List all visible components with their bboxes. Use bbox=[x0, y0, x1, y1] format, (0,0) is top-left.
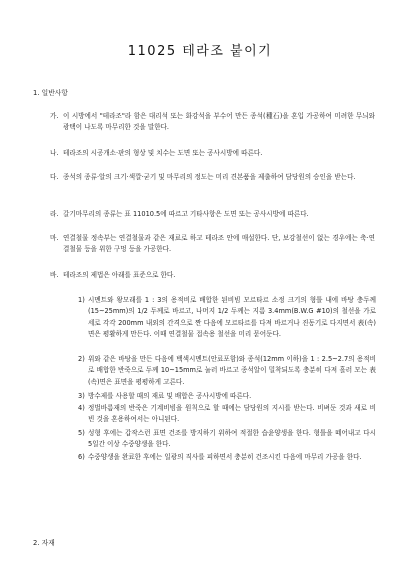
subitem-number: 3) bbox=[78, 392, 85, 400]
paragraph-ba bbox=[50, 270, 375, 281]
section-label: 일반사항 bbox=[41, 89, 68, 97]
paragraph-ga bbox=[50, 111, 375, 134]
paragraph-number: 다. bbox=[50, 173, 59, 181]
section-number: 2. bbox=[33, 539, 40, 547]
paragraph-text: 연결철물 정속부는 연결철물과 같은 재료로 하고 테라조 안에 매설한다. 단, 보강철선이 없는 경우에는 축·연결철물 등을 위한 구멍 등을 가공한다. bbox=[63, 234, 375, 254]
paragraph-text: 갈기마무리의 종류는 표 11010.5에 따르고 기타사항은 도면 또는 공사시방에 따른다. bbox=[63, 210, 309, 218]
paragraph-na bbox=[50, 148, 375, 159]
subitem-4 bbox=[78, 403, 376, 426]
subitem-number: 5) bbox=[78, 429, 85, 437]
paragraph-ma bbox=[50, 233, 375, 256]
section-heading-materials bbox=[33, 538, 55, 549]
subitem-2 bbox=[78, 354, 376, 388]
subitem-number: 2) bbox=[78, 355, 85, 363]
subitem-6 bbox=[78, 452, 376, 463]
paragraph-number: 나. bbox=[50, 149, 59, 157]
paragraph-number: 가. bbox=[50, 112, 59, 120]
subitem-number: 6) bbox=[78, 453, 85, 461]
paragraph-text: 테라조의 시공개소·판의 형상 및 치수는 도면 또는 공사시방에 따른다. bbox=[63, 149, 263, 157]
paragraph-ra bbox=[50, 209, 375, 220]
subitem-number: 1) bbox=[78, 296, 85, 304]
paragraph-da bbox=[50, 172, 375, 183]
section-number: 1. bbox=[33, 89, 40, 97]
paragraph-text: 종석의 종류·알의 크기·색깔·굳기 및 마무리의 정도는 미리 견본품을 제출하여 담당원의 승인을 받는다. bbox=[63, 173, 356, 181]
subitem-1 bbox=[78, 295, 376, 341]
section-label: 자재 bbox=[41, 539, 55, 547]
subitem-text: 방수제를 사용할 때의 재료 및 배합은 공사시방에 따른다. bbox=[88, 392, 252, 400]
subitem-text: 수중양생을 완료한 후에는 일광의 직사를 피하면서 충분히 건조시킨 다음에 마무리 가공을 한다. bbox=[88, 453, 362, 461]
paragraph-number: 마. bbox=[50, 234, 59, 242]
paragraph-number: 바. bbox=[50, 271, 59, 279]
subitem-text: 위와 같은 바탕을 만든 다음에 백색시멘트(안료포함)와 종석(12mm 이하)을 1 : 2.5~2.7의 용적비로 배합한 반죽으로 두께 10~15mm로 눌러 바르고 종석알이 밀착되도록 충분히 다져 흘러 모는 表(속)면은 표면을 평평하게 고른다. bbox=[88, 355, 376, 386]
subitem-5 bbox=[78, 428, 376, 451]
subitem-text: 정벌바름재의 반죽은 기계비빔을 원칙으로 할 때에는 담당원의 지시를 받는다. 비벼둔 것과 새로 비빈 것을 혼용하여서는 아니된다. bbox=[88, 404, 376, 424]
paragraph-text: 테라조의 제법은 아래를 표준으로 한다. bbox=[63, 271, 176, 279]
subitem-text: 시멘트와 왕모래를 1 : 3의 용적비로 배합한 된비빔 모르타르 소정 크기의 형틀 내에 바탕 충두께(15~25mm)의 1/2 두께로 바르고, 나머지 1/2 두께는 지름 3.4mm(B.W.G #10)의 철선을 가로세로 각각 200mm 내외의 간격으로 짠 다음에 모르타르를 다져 바르거나 진동기로 다지면서 表(속)면은 평활하게 만든다. 이때 연결철물 접속용 철선을 미리 묻어둔다. bbox=[88, 296, 376, 339]
section-heading-general bbox=[33, 88, 68, 99]
paragraph-number: 라. bbox=[50, 210, 59, 218]
subitem-text: 성형 후에는 갑작스런 표면 건조를 방지하기 위하여 적절한 습윤양생을 한다. 형틀을 떼어내고 다시 5일간 이상 수중양생을 한다. bbox=[88, 429, 376, 449]
subitem-3 bbox=[78, 391, 376, 402]
subitem-number: 4) bbox=[78, 404, 85, 412]
paragraph-text: 이 시방에서 "테라조"라 함은 대리석 또는 화강석을 부수어 만든 종석(種石)을 혼입 가공하여 미려한 무늬와 광택이 나도록 마무리한 것을 말한다. bbox=[63, 112, 375, 132]
page-title: 11025 테라조 붙이기 bbox=[127, 44, 273, 59]
